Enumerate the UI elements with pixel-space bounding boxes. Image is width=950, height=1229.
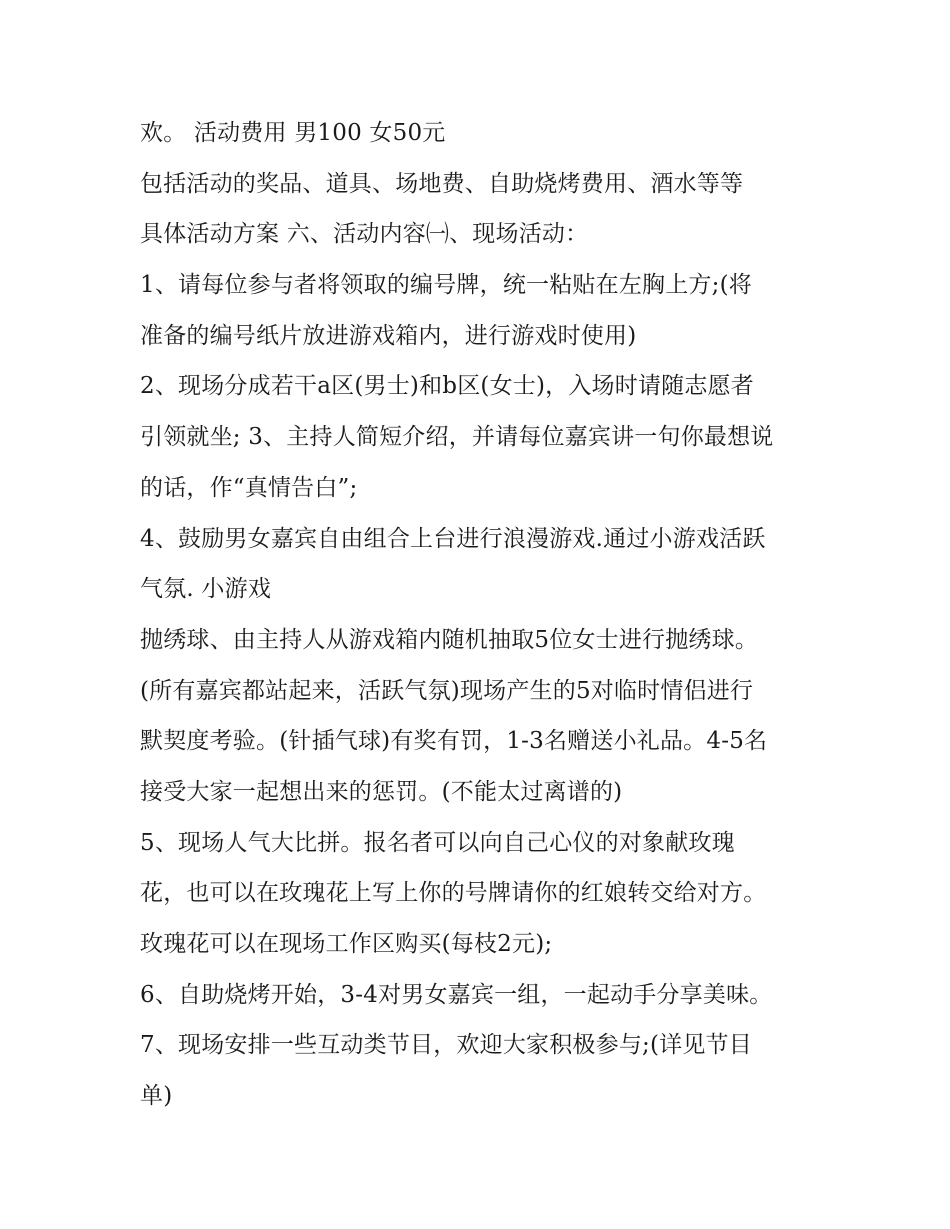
text-line: 2、现场分成若干a区(男士)和b区(女士)，入场时请随志愿者 [140,373,754,400]
text-line: 7、现场安排一些互动类节目，欢迎大家积极参与;(详见节目 [140,1032,752,1059]
text-line: 5、现场人气大比拼。报名者可以向自己心仪的对象献玫瑰 [140,829,735,856]
text-line: 准备的编号纸片放进游戏箱内，进行游戏时使用) [140,322,637,349]
text-line: 引领就坐; 3、主持人简短介绍，并请每位嘉宾讲一句你最想说 [140,424,774,451]
text-line: 欢。 活动费用 男100 女50元 [140,120,446,146]
text-line: 玫瑰花可以在现场工作区购买(每枝2元); [140,931,553,957]
text-line: 花，也可以在玫瑰花上写上你的号牌请你的红娘转交给对方。 [140,880,767,907]
document-body [140,108,820,1122]
text-line: 的话，作“真情告白”; [140,474,358,501]
text-line: 6、自助烧烤开始，3-4对男女嘉宾一组，一起动手分享美味。 [140,981,773,1008]
text-line: 1、请每位参与者将领取的编号牌，统一粘贴在左胸上方;(将 [140,272,752,299]
text-line: 4、鼓励男女嘉宾自由组合上台进行浪漫游戏.通过小游戏活跃 [140,525,766,552]
text-line: 抛绣球、由主持人从游戏箱内随机抽取5位女士进行抛绣球。 [140,626,759,653]
text-line: 包括活动的奖品、道具、场地费、自助烧烤费用、酒水等等 [140,170,744,197]
text-line: 接受大家一起想出来的惩罚。(不能太过离谱的) [140,778,623,805]
text-line: 单) [140,1083,173,1110]
text-line: 默契度考验。(针插气球)有奖有罚，1-3名赠送小礼品。4-5名 [140,728,768,755]
text-line: 具体活动方案 六、活动内容㈠、现场活动： [140,221,589,248]
text-line: 气氛. 小游戏 [140,576,272,603]
text-line: (所有嘉宾都站起来，活跃气氛)现场产生的5对临时情侣进行 [140,677,754,704]
